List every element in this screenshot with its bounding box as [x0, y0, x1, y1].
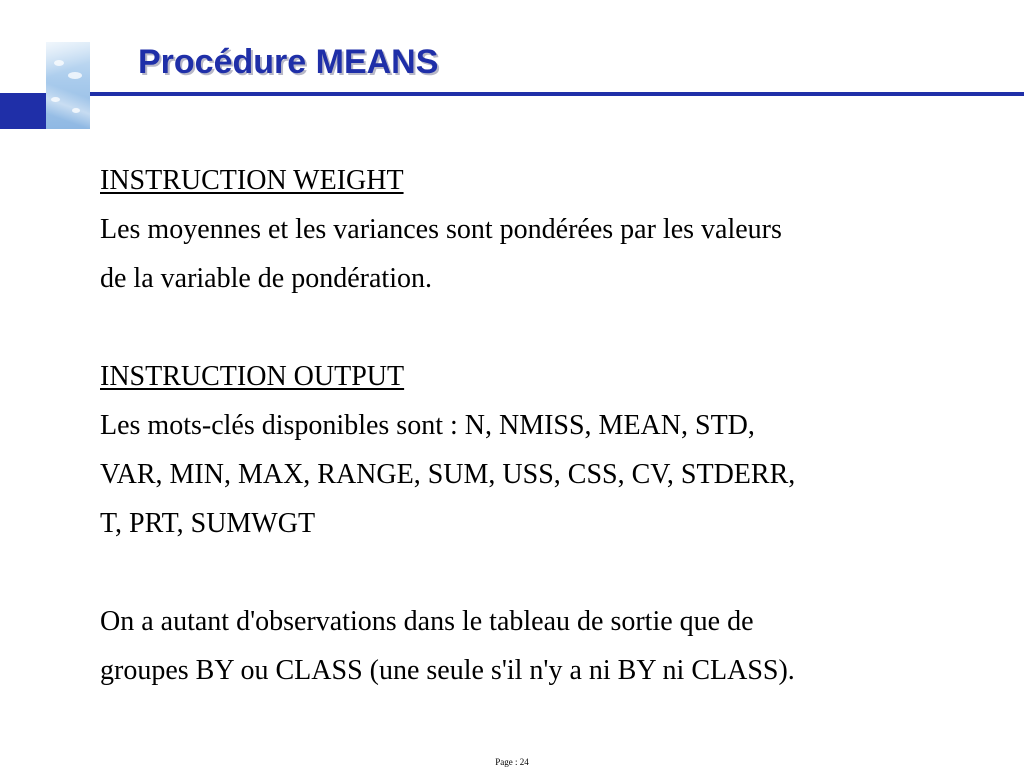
slide-title: Procédure MEANS — [138, 43, 439, 81]
paragraph-gap — [100, 303, 980, 352]
section-heading-weight: INSTRUCTION WEIGHT — [100, 165, 404, 196]
header-divider-line — [90, 92, 1024, 96]
body-line: On a autant d'observations dans le tableau de sortie que de — [100, 606, 754, 637]
body-line: T, PRT, SUMWGT — [100, 508, 316, 539]
header-decorative-image — [46, 42, 90, 129]
page-number: Page : 24 — [495, 757, 529, 767]
slide-body — [100, 156, 980, 695]
body-line: Les moyennes et les variances sont pondérées par les valeurs — [100, 214, 782, 245]
header-accent-block — [0, 93, 46, 129]
paragraph-gap — [100, 548, 980, 597]
body-line: groupes BY ou CLASS (une seule s'il n'y a ni BY ni CLASS). — [100, 655, 795, 686]
section-heading-output: INSTRUCTION OUTPUT — [100, 361, 405, 392]
body-line: VAR, MIN, MAX, RANGE, SUM, USS, CSS, CV, STDERR, — [100, 459, 796, 490]
body-line: de la variable de pondération. — [100, 263, 432, 294]
body-line: Les mots-clés disponibles sont : N, NMISS, MEAN, STD, — [100, 410, 755, 441]
